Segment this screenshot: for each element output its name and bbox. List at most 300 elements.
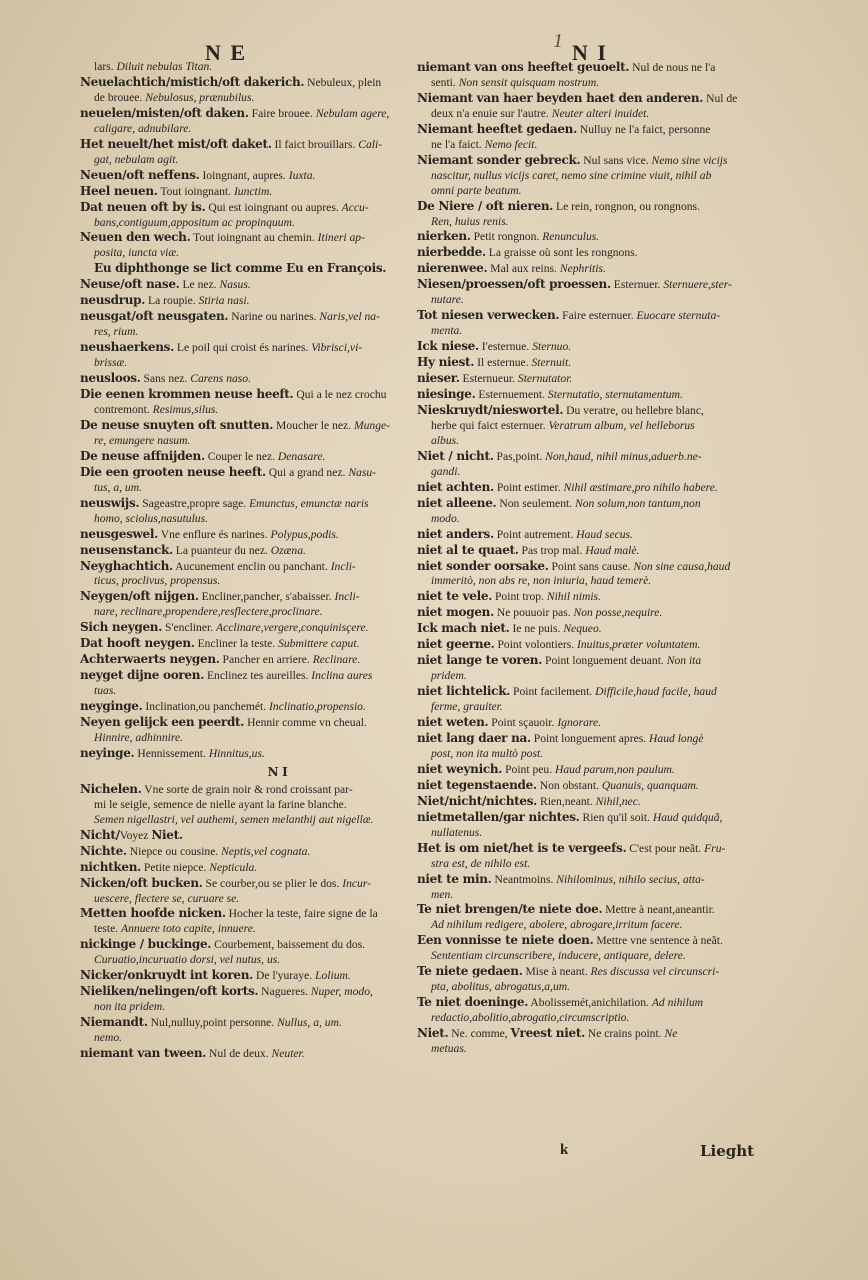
latin-gloss: Nephritis. — [559, 262, 606, 276]
dictionary-entry — [80, 387, 475, 403]
french-gloss: Encliner la teste. — [194, 637, 279, 651]
headword: Niesen/proessen/oft proessen. — [417, 277, 611, 292]
french-gloss: Rien,neant. — [537, 794, 596, 808]
latin-gloss: Ignorare. — [557, 716, 601, 730]
dictionary-entry — [417, 621, 792, 637]
dictionary-entry — [80, 277, 475, 293]
latin-gloss: Nihilominus, nihilo secius, atta- — [556, 872, 705, 886]
entry-continuation — [417, 700, 792, 715]
entry-continuation — [80, 605, 475, 620]
dictionary-entry — [80, 1046, 475, 1062]
headword: nietmetallen/gar nichtes. — [417, 809, 580, 824]
latin-gloss: Neuter alteri inuidet. — [551, 106, 650, 120]
dictionary-entry — [417, 1026, 792, 1042]
latin-gloss: Denasare. — [277, 449, 326, 463]
french-gloss: Point sans cause. — [548, 559, 634, 573]
french-gloss: Pas trop mal. — [518, 543, 586, 557]
dictionary-entry — [80, 968, 475, 984]
headword: nickinge / buckinge. — [80, 937, 212, 952]
entry-continuation — [80, 481, 475, 496]
dictionary-entry — [80, 844, 475, 860]
dictionary-entry — [80, 620, 475, 636]
latin-gloss: homo, sciolus,nasutulus. — [94, 511, 209, 525]
latin-gloss: Incur- — [342, 876, 371, 890]
french-gloss: Courbement, baissement du dos. — [211, 938, 366, 952]
entry-continuation — [417, 434, 792, 449]
headword: niet mogen. — [417, 605, 494, 620]
latin-gloss: omni parte beatum. — [431, 183, 522, 197]
headword: neyget dijne ooren. — [80, 668, 205, 683]
french-gloss: Nul de — [703, 91, 738, 105]
french-gloss: La roupie. — [145, 294, 199, 308]
entry-continuation — [80, 246, 475, 261]
latin-gloss: nutare. — [431, 293, 464, 307]
latin-gloss: nare, reclinare,propendere,resflectere,proclinare. — [94, 605, 323, 619]
latin-gloss: Incli- — [330, 559, 356, 573]
latin-gloss: Ad nihilum redigere, abolere, abrogare,irritum facere. — [431, 918, 683, 932]
headword: Die een grooten neuse heeft. — [80, 464, 266, 479]
french-gloss: Qui a grand nez. — [265, 465, 349, 479]
latin-gloss: Res discussa vel circunscri- — [590, 965, 720, 979]
latin-gloss: Nullus, a, um. — [277, 1016, 342, 1030]
headword: Vreest niet. — [510, 1026, 585, 1041]
headword: niet geerne. — [417, 637, 495, 652]
entry-continuation — [80, 892, 475, 907]
headword: Niemant sonder gebreck. — [417, 152, 581, 167]
latin-gloss: Nemo sine vicijs — [651, 153, 728, 167]
latin-gloss: Inclinatio,propensio. — [269, 700, 366, 714]
latin-gloss: Itineri ap- — [317, 231, 365, 245]
latin-gloss: Nihil,nec. — [595, 794, 641, 808]
french-gloss: Hennissement. — [134, 746, 209, 760]
entry-continuation — [80, 261, 475, 277]
french-gloss: Esternuer. — [610, 278, 664, 292]
latin-gloss: post, non ita multò post. — [431, 746, 544, 760]
latin-gloss: Sternutatio, sternutamentum. — [547, 388, 683, 402]
latin-gloss: Nepticula. — [209, 860, 258, 874]
latin-gloss: Iunctim. — [233, 184, 273, 198]
headword: Een vonnisse te niete doen. — [417, 933, 594, 948]
dictionary-entry — [80, 293, 475, 309]
french-gloss: Qui a le nez crochu — [293, 388, 387, 402]
headword: Neuse/oft nase. — [80, 277, 180, 292]
french-gloss: Point autrement. — [493, 527, 577, 541]
latin-gloss: Haud quidquã, — [652, 810, 723, 824]
dictionary-entry — [80, 746, 475, 762]
headword: neusgeswel. — [80, 526, 159, 541]
entry-continuation — [80, 1031, 475, 1046]
dictionary-entry — [417, 902, 792, 918]
dictionary-entry — [417, 653, 792, 669]
french-gloss: Vne enflure és narines. — [158, 527, 271, 541]
french-gloss: Nebuleux, plein — [304, 75, 382, 89]
dictionary-entry — [417, 559, 792, 575]
latin-gloss: Emunctus, emunctæ naris — [249, 496, 369, 510]
headword: De Niere / oft nieren. — [417, 198, 554, 213]
french-gloss: La graisse où sont les rongnons. — [485, 246, 638, 260]
latin-gloss: Haud secus. — [576, 527, 633, 541]
dictionary-entry — [417, 339, 792, 355]
latin-gloss: Annuere toto capite, innuere. — [121, 922, 256, 936]
headword: Eu diphthonge se lict comme Eu en François. — [94, 261, 387, 276]
entry-continuation — [80, 953, 475, 968]
french-gloss: Sageastre,propre sage. — [139, 496, 250, 510]
latin-gloss: Haud parum,non paulum. — [555, 762, 675, 776]
latin-gloss: Quanuis, quanquam. — [601, 778, 699, 792]
latin-gloss: modo. — [431, 511, 460, 525]
latin-gloss: nascitur, nullus vicijs caret, nemo sine crimine viuit, nihil ab — [431, 168, 712, 182]
latin-gloss: Nequeo. — [563, 622, 602, 636]
entry-continuation — [80, 60, 475, 75]
headword: Dat hooft neygen. — [80, 636, 195, 651]
headword: nichtken. — [80, 859, 142, 874]
dictionary-entry — [80, 828, 475, 844]
entry-continuation — [80, 91, 475, 106]
latin-gloss: Diluit nebulas Titan. — [116, 60, 213, 73]
latin-gloss: Acclinare,vergere,conquinisçere. — [216, 621, 369, 635]
dictionary-entry — [417, 684, 792, 700]
latin-gloss: Haud malè. — [585, 543, 640, 557]
headword: Nichelen. — [80, 781, 142, 796]
latin-gloss: Vibrisci,vi- — [311, 341, 363, 355]
headword: Hy niest. — [417, 355, 475, 370]
dictionary-entry — [80, 984, 475, 1000]
latin-gloss: Stiria nasi. — [198, 294, 250, 308]
dictionary-entry — [80, 168, 475, 184]
french-gloss: Nul de deux. — [206, 1047, 272, 1061]
running-head-left: N E — [205, 40, 248, 65]
dictionary-entry — [417, 527, 792, 543]
latin-gloss: Polypus,podis. — [270, 527, 339, 541]
latin-gloss: Nihil æstimare,pro nihilo habere. — [563, 480, 718, 494]
headword: neusenstanck. — [80, 542, 173, 557]
latin-gloss: Euocare sternuta- — [636, 309, 721, 323]
headword: Neygen/oft nijgen. — [80, 589, 199, 604]
latin-gloss: metuas. — [431, 1042, 467, 1056]
french-gloss: Voyez — [119, 828, 152, 842]
headword: Nicht/ — [80, 827, 120, 842]
french-gloss: Point sçauoir. — [488, 716, 558, 730]
dictionary-entry — [80, 715, 475, 731]
dictionary-entry — [80, 652, 475, 668]
latin-gloss: Nebulosus, prænubilus. — [145, 90, 255, 104]
headword: nierken. — [417, 229, 471, 244]
dictionary-entry — [417, 449, 792, 465]
latin-gloss: gandi. — [431, 464, 461, 478]
right-column — [417, 60, 792, 1057]
french-gloss: Ne crains point. — [584, 1027, 665, 1041]
latin-gloss: Iuxta. — [288, 168, 316, 182]
french-gloss: I'esternue. — [478, 340, 533, 354]
entry-continuation — [417, 169, 792, 184]
dictionary-entry — [417, 229, 792, 245]
entry-continuation — [80, 731, 475, 746]
headword: Die eenen krommen neuse heeft. — [80, 387, 294, 402]
headword: niemant van tween. — [80, 1046, 207, 1061]
headword: Tot niesen verwecken. — [417, 308, 560, 323]
latin-gloss: Nuper, modo, — [310, 985, 373, 999]
latin-gloss: Non sensit quisquam nostrum. — [458, 75, 600, 89]
french-gloss: Point estimer. — [493, 480, 564, 494]
headword: neyginge. — [80, 699, 143, 714]
headword: neusloos. — [80, 371, 141, 386]
latin-gloss: brissæ. — [94, 356, 128, 370]
dictionary-entry — [417, 605, 792, 621]
entry-continuation — [417, 574, 792, 589]
headword: Te niete gedaen. — [417, 964, 523, 979]
latin-gloss: Sternuit. — [531, 356, 572, 370]
headword: neuswijs. — [80, 495, 140, 510]
headword: Niet/nicht/nichtes. — [417, 793, 538, 808]
latin-gloss: Non sine causa,haud — [633, 559, 731, 573]
french-gloss: C'est pour neãt. — [626, 841, 705, 855]
french-gloss: Esternuement. — [475, 388, 548, 402]
dictionary-entry — [80, 184, 475, 200]
dictionary-entry — [80, 543, 475, 559]
french-gloss: Pancher en arriere. — [219, 653, 313, 667]
headword: niet anders. — [417, 526, 494, 541]
headword: Niet. — [151, 827, 183, 842]
latin-gloss: immeritò, non abs re, non iniuria, haud temerè. — [431, 574, 652, 588]
headword: nierbedde. — [417, 245, 486, 260]
entry-continuation — [80, 153, 475, 168]
entry-continuation — [80, 122, 475, 137]
entry-continuation — [417, 980, 792, 995]
latin-gloss: Munge- — [353, 418, 391, 432]
entry-continuation — [80, 434, 475, 449]
headword: Neyen gelijck een peerdt. — [80, 715, 245, 730]
headword: Neyghachtich. — [80, 558, 173, 573]
french-gloss: Il esternue. — [474, 356, 532, 370]
french-gloss: Point facilement. — [510, 685, 596, 699]
headword: Heel neuen. — [80, 183, 158, 198]
headword: Metten hoofde nicken. — [80, 906, 226, 921]
latin-gloss: Accu- — [341, 200, 369, 214]
headword: Neuen den wech. — [80, 230, 191, 245]
dictionary-entry — [80, 230, 475, 246]
latin-gloss: Sententiam circunscribere, inducere, antiquare, delere. — [431, 949, 686, 963]
entry-continuation — [417, 1011, 792, 1026]
headword: Niemandt. — [80, 1015, 148, 1030]
dictionary-entry — [417, 403, 792, 419]
dictionary-entry — [80, 200, 475, 216]
dictionary-entry — [80, 137, 475, 153]
french-gloss: Le poil qui croist és narines. — [174, 341, 312, 355]
french-gloss: Hennir comme vn cheual. — [244, 716, 367, 730]
headword: neusgat/oft neusgaten. — [80, 309, 229, 324]
latin-gloss: redactio,abolitio,abrogatio,circumscriptio. — [431, 1011, 630, 1025]
headword: Niet. — [417, 1026, 449, 1041]
dictionary-entry — [80, 465, 475, 481]
headword: Neuelachtich/mistich/oft dakerich. — [80, 74, 305, 89]
dictionary-entry — [80, 527, 475, 543]
french-gloss: Du veratre, ou hellebre blanc, — [563, 403, 704, 417]
latin-gloss: Veratrum album, vel helleborus — [548, 418, 695, 432]
french-gloss: Petit rongnon. — [470, 230, 543, 244]
headword: De neuse affnijden. — [80, 448, 205, 463]
latin-gloss: menta. — [431, 324, 463, 338]
french-gloss: mi le seigle, semence de nielle ayant la farine blanche. — [94, 797, 347, 811]
french-gloss: Esternueur. — [459, 372, 518, 386]
dictionary-entry — [417, 995, 792, 1011]
french-gloss: Point trop. — [492, 590, 547, 604]
headword: Achterwaerts neygen. — [80, 652, 220, 667]
latin-gloss: Neuter. — [271, 1047, 305, 1061]
french-gloss: de brouee. — [94, 90, 146, 104]
french-gloss: Point longuement deuant. — [542, 654, 667, 668]
latin-gloss: albus. — [431, 433, 460, 447]
headword: Sich neygen. — [80, 620, 163, 635]
latin-gloss: Neptis,vel cognata. — [221, 844, 311, 858]
dictionary-entry — [417, 964, 792, 980]
dictionary-entry — [417, 762, 792, 778]
catchword: Lieght — [700, 1142, 755, 1160]
latin-gloss: gat, nebulam agit. — [94, 152, 179, 166]
latin-gloss: tuas. — [94, 684, 117, 698]
latin-gloss: uescere, flectere se, curuare se. — [94, 891, 240, 905]
latin-gloss: Non posse,nequire. — [573, 606, 663, 620]
french-gloss: Couper le nez. — [204, 449, 278, 463]
french-gloss: Faire esternuer. — [559, 309, 637, 323]
french-gloss: Mise à neant. — [522, 965, 591, 979]
dictionary-entry — [417, 872, 792, 888]
dictionary-entry — [80, 75, 475, 91]
latin-gloss: nemo. — [94, 1031, 123, 1045]
entry-continuation — [417, 76, 792, 91]
headword: neuelen/misten/oft daken. — [80, 105, 249, 120]
french-gloss: ne l'a faict. — [431, 137, 485, 151]
headword: Ick niese. — [417, 339, 479, 354]
french-gloss: Qui est ioingnant ou aupres. — [205, 200, 342, 214]
dictionary-entry — [417, 933, 792, 949]
latin-gloss: pta, abolitus, abrogatus,a,um. — [431, 980, 571, 994]
dictionary-entry — [80, 906, 475, 922]
entry-continuation — [417, 949, 792, 964]
headword: Nieskruydt/nieswortel. — [417, 402, 564, 417]
latin-gloss: nullatenus. — [431, 825, 483, 839]
running-head-right: N I — [572, 40, 608, 65]
french-gloss: Nul sans vice. — [580, 153, 652, 167]
french-gloss: herbe qui faict esternuer. — [431, 418, 549, 432]
headword: niet lichtelick. — [417, 684, 511, 699]
latin-gloss: Ne — [664, 1027, 678, 1041]
french-gloss: Ne. comme, — [448, 1027, 511, 1041]
dictionary-entry — [80, 699, 475, 715]
french-gloss: Faire brouee. — [248, 106, 316, 120]
french-gloss: Mettre à neant,aneantir. — [602, 903, 715, 917]
french-gloss: contremont. — [94, 402, 153, 416]
french-gloss: Encliner,pancher, s'abaisser. — [198, 590, 335, 604]
french-gloss: teste. — [94, 922, 122, 936]
french-gloss: Hocher la teste, faire signe de la — [225, 907, 378, 921]
left-column — [80, 60, 475, 1062]
latin-gloss: Sternuere,ster- — [663, 278, 732, 292]
headword: Neuen/oft neffens. — [80, 167, 200, 182]
latin-gloss: Lolium. — [315, 969, 351, 983]
entry-continuation — [417, 324, 792, 339]
french-gloss: S'encliner. — [162, 621, 217, 635]
french-gloss: Mal aux reins. — [487, 262, 560, 276]
latin-gloss: Nasu- — [348, 465, 377, 479]
headword: niet te vele. — [417, 589, 493, 604]
latin-gloss: re, emungere nasum. — [94, 433, 191, 447]
french-gloss: Narine ou narines. — [228, 310, 320, 324]
dictionary-entry — [80, 371, 475, 387]
dictionary-entry — [417, 153, 792, 169]
headword: Niemant van haer beyden haet den anderen. — [417, 90, 704, 105]
entry-continuation — [80, 798, 475, 813]
headword: niet alleene. — [417, 495, 497, 510]
latin-gloss: Curuatio,incuruatio dorsi, vel nutus, us. — [94, 953, 281, 967]
dictionary-entry — [417, 308, 792, 324]
french-gloss: senti. — [431, 75, 459, 89]
latin-gloss: Ren, huius renis. — [431, 214, 509, 228]
dictionary-entry — [80, 559, 475, 575]
headword: niet al te quaet. — [417, 542, 519, 557]
latin-gloss: ferme, grauiter. — [431, 700, 503, 714]
french-gloss: Nul de nous ne l'a — [629, 61, 716, 74]
latin-gloss: men. — [431, 887, 454, 901]
entry-continuation — [417, 857, 792, 872]
latin-gloss: Non,haud, nihil minus,aduerb.ne- — [545, 449, 702, 463]
latin-gloss: Inclina aures — [311, 669, 373, 683]
french-gloss: Ne pouuoir pas. — [493, 606, 574, 620]
entry-continuation — [417, 184, 792, 199]
headword: Dat neuen oft by is. — [80, 199, 206, 214]
dictionary-entry — [417, 543, 792, 559]
entry-continuation — [80, 356, 475, 371]
french-gloss: Enclinez tes aureilles. — [204, 669, 312, 683]
french-gloss: Nagueres. — [258, 985, 311, 999]
latin-gloss: Naris,vel na- — [319, 310, 380, 324]
headword: neusdrup. — [80, 293, 146, 308]
french-gloss: Le nez. — [179, 278, 220, 292]
dictionary-entry — [80, 636, 475, 652]
entry-continuation — [417, 1042, 792, 1057]
latin-gloss: Resimus,silus. — [152, 402, 219, 416]
latin-gloss: Cali- — [358, 137, 383, 151]
dictionary-entry — [417, 91, 792, 107]
headword: niet tegenstaende. — [417, 777, 537, 792]
latin-gloss: Sternutator. — [517, 372, 573, 386]
dictionary-entry — [417, 841, 792, 857]
latin-gloss: Inuitus,præter voluntatem. — [577, 638, 701, 652]
french-gloss: Niepce ou cousine. — [126, 844, 222, 858]
latin-gloss: Incli- — [334, 590, 360, 604]
entry-continuation — [417, 918, 792, 933]
french-gloss: Nulluy ne l'a faict, personne — [576, 122, 711, 136]
dictionary-entry — [80, 309, 475, 325]
french-gloss: Sans nez. — [140, 372, 191, 386]
latin-gloss: Haud longè — [649, 731, 704, 745]
entry-continuation — [417, 419, 792, 434]
headword: Ick mach niet. — [417, 621, 510, 636]
headword: niet lang daer na. — [417, 730, 531, 745]
latin-gloss: Non solum,non tantum,non — [575, 496, 701, 510]
headword: Het is om niet/het is te vergeefs. — [417, 840, 627, 855]
headword: neushaerkens. — [80, 340, 175, 355]
headword: niet weynich. — [417, 761, 503, 776]
entry-continuation — [80, 813, 475, 828]
latin-gloss: Difficile,haud facile, haud — [595, 685, 717, 699]
headword: Te niet doeninge. — [417, 995, 529, 1010]
dictionary-entry — [80, 1015, 475, 1031]
headword: De neuse snuyten oft snutten. — [80, 417, 274, 432]
latin-gloss: res, rium. — [94, 325, 139, 339]
dictionary-entry — [80, 589, 475, 605]
dictionary-entry — [80, 496, 475, 512]
latin-gloss: Hinnire, adhinnire. — [94, 730, 183, 744]
